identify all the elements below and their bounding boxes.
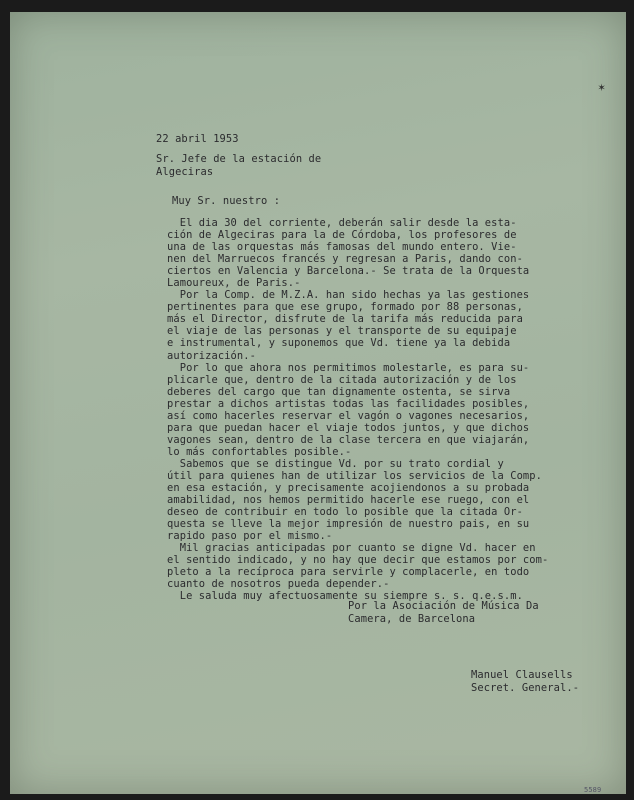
closing-line-2: Camera, de Barcelona (348, 612, 476, 625)
signatory-name: Manuel Clausells (471, 669, 573, 681)
body-line: Lamoureux, de Paris.- (167, 277, 301, 290)
body-line: nen del Marruecos francés y regresan a Paris, dando con- (167, 253, 523, 266)
body-line: plicarle que, dentro de la citada autorización y de los (167, 373, 517, 386)
body-line: Por lo que ahora nos permitimos molestarle, es para su- (167, 361, 530, 374)
body-line: Por la Comp. de M.Z.A. han sido hechas ya las gestiones (167, 289, 530, 302)
letter-body (167, 217, 607, 603)
body-line: El dia 30 del corriente, deberán salir desde la esta- (167, 217, 517, 229)
body-line: prestar a dichos artistas todas las facilidades posibles, (167, 397, 530, 410)
signatory-title: Secret. General.- (471, 681, 580, 694)
body-line: así como hacerles reservar el vagón o vagones necesarios, (167, 409, 530, 422)
body-line: deseo de contribuir en todo lo posible que la citada Or- (167, 506, 523, 519)
letter-closing (348, 600, 539, 625)
body-line: ciertos en Valencia y Barcelona.- Se trata de la Orquesta (167, 265, 530, 278)
body-line: ción de Algeciras para la de Córdoba, los profesores de (167, 229, 517, 242)
recipient-line-2: Algeciras (156, 166, 214, 178)
body-line: amabilidad, nos hemos permitido hacerle ese ruego, con el (167, 494, 530, 507)
body-line: una de las orquestas más famosas del mundo entero. Vie- (167, 241, 517, 254)
body-line: autorización.- (167, 349, 256, 362)
body-line: en esa estación, y precisamente acojiendonos a su probada (167, 482, 530, 495)
body-line: el sentido indicado, y no hay que decir que estamos por com- (167, 554, 549, 567)
body-line: Mil gracias anticipadas por cuanto se digne Vd. hacer en (167, 542, 536, 555)
ink-speck: ✶ (598, 80, 606, 94)
letter-date: 22 abril 1953 (156, 133, 239, 145)
body-line: Le saluda muy afectuosamente su siempre s. s. q.e.s.m. (167, 590, 523, 603)
salutation: Muy Sr. nuestro : (172, 195, 281, 207)
archive-mark: 5589 (584, 786, 602, 794)
body-line: para que puedan hacer el viaje todos juntos, y que dichos (167, 421, 530, 434)
body-line: el viaje de las personas y el transporte de su equipaje (167, 325, 517, 338)
signature-block (471, 669, 579, 694)
letter-sheet (10, 12, 626, 794)
body-line: vagones sean, dentro de la clase tercera en que viajarán, (167, 433, 530, 446)
body-line: Sabemos que se distingue Vd. por su trato cordial y (167, 457, 504, 470)
body-line: e instrumental, y suponemos que Vd. tiene ya la debida (167, 337, 511, 350)
closing-line-1: Por la Asociación de Música Da (348, 600, 539, 612)
body-line: deberes del cargo que tan dignamente ostenta, se sirva (167, 385, 511, 398)
body-line: pleto a la recíproca para servirle y complacerle, en todo (167, 566, 530, 579)
body-line: cuanto de nosotros pueda depender.- (167, 578, 390, 591)
body-line: questa se lleve la mejor impresión de nuestro pais, en su (167, 518, 530, 531)
body-line: rapido paso por el mismo.- (167, 530, 333, 543)
body-line: pertinentes para que ese grupo, formado por 88 personas, (167, 301, 523, 314)
body-line: lo más confortables posible.- (167, 445, 352, 458)
recipient-line-1: Sr. Jefe de la estación de (156, 153, 322, 165)
typewritten-letter (10, 12, 626, 794)
body-line: útil para quienes han de utilizar los servicios de la Comp. (167, 469, 542, 482)
body-line: más el Director, disfrute de la tarifa más reducida para (167, 313, 523, 326)
